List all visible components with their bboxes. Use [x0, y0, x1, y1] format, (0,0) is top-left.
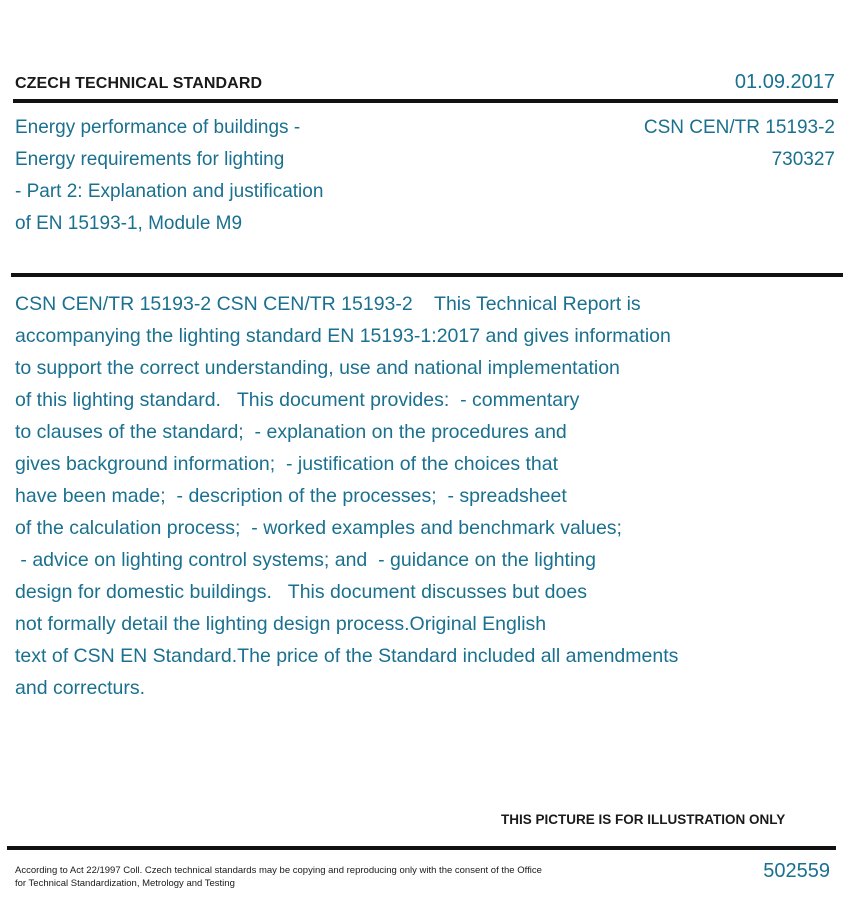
legal-notice [15, 864, 542, 890]
abstract-line: not formally detail the lighting design process.Original English [15, 613, 547, 635]
legal-line: According to Act 22/1997 Coll. Czech technical standards may be copying and reproducing only with the consent of the Office [15, 865, 542, 876]
title-line: - Part 2: Explanation and justification [15, 181, 324, 202]
document-number: 502559 [763, 860, 830, 882]
abstract-line: of the calculation process; - worked examples and benchmark values; [15, 517, 622, 539]
illustration-note: THIS PICTURE IS FOR ILLUSTRATION ONLY [501, 812, 786, 827]
abstract-line: have been made; - description of the processes; - spreadsheet [15, 485, 567, 507]
classification-number: 730327 [771, 149, 835, 170]
legal-line: for Technical Standardization, Metrology and Testing [15, 878, 235, 889]
footer-divider [7, 846, 836, 850]
standard-type-label: CZECH TECHNICAL STANDARD [15, 75, 263, 92]
publication-date: 01.09.2017 [734, 71, 835, 93]
abstract-line: to support the correct understanding, use and national implementation [15, 357, 620, 379]
header-divider [13, 99, 838, 103]
abstract-line: - advice on lighting control systems; and - guidance on the lighting [15, 549, 597, 571]
abstract-line: accompanying the lighting standard EN 15193-1:2017 and gives information [15, 325, 671, 347]
abstract-line: of this lighting standard. This document provides: - commentary [15, 389, 580, 411]
title-line: Energy requirements for lighting [15, 149, 285, 170]
abstract-line: design for domestic buildings. This document discusses but does [15, 581, 587, 603]
abstract-line: to clauses of the standard; - explanation on the procedures and [15, 421, 567, 443]
abstract-line: gives background information; - justification of the choices that [15, 453, 559, 475]
title-line: of EN 15193-1, Module M9 [15, 213, 243, 234]
standard-code: CSN CEN/TR 15193-2 [643, 117, 835, 138]
abstract-line: CSN CEN/TR 15193-2 CSN CEN/TR 15193-2 This Technical Report is [15, 293, 641, 315]
title-divider [11, 273, 843, 277]
abstract-text [15, 288, 815, 704]
abstract-line: text of CSN EN Standard.The price of the Standard included all amendments [15, 645, 679, 667]
abstract-line: and correcturs. [15, 677, 146, 699]
title-line: Energy performance of buildings - [15, 117, 301, 138]
